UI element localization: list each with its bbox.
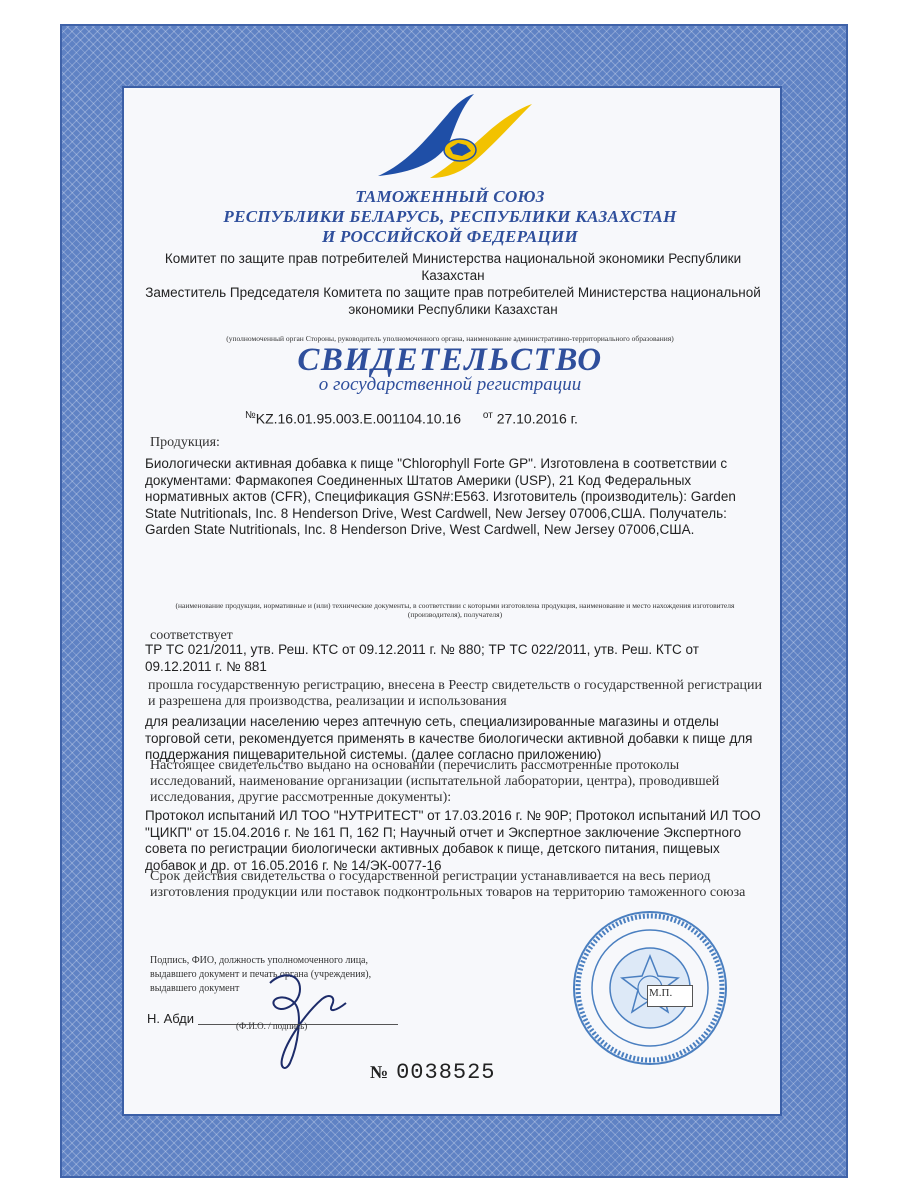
union-title-line-2: РЕСПУБЛИКИ БЕЛАРУСЬ, РЕСПУБЛИКИ КАЗАХСТАН [223,207,677,226]
product-label: Продукция: [150,435,220,450]
signature-caption-3: выдавшего документ [150,983,240,994]
signature-caption-1: Подпись, ФИО, должность уполномоченного лица, [150,955,368,966]
product-description: Биологически активная добавка к пище "Chlorophyll Forte GP". Изготовлена в соответствии с документами: Фармакопея Соединенных Штатов Америки (USP), 21 Код Федеральных нормативных актов (CFR), Спецификация GSN#:E563. Изготовитель (производитель): Garden State Nutritionals, Inc. 8 Henderson Drive, West Cardwell, New Jersey 07006,США. Получатель: Garden State Nutritionals, Inc. 8 Henderson Drive, West Cardwell, New Jersey 07006,США. [145,456,736,537]
date-prefix: от [482,410,493,421]
basis-text: Протокол испытаний ИЛ ТОО "НУТРИТЕСТ" от 17.03.2016 г. № 90Р; Протокол испытаний ИЛ ТОО "ЦИКП" от 15.04.2016 г. № 161 П, 162 П; Научный отчет и Экспертное заключение Экспертного совета по регистрации биологически активных добавок к пище, детского питания, пищевых добавок и др. от 16.05.2016 г. № 14/ЭК-0077-16 [145,808,761,873]
mp-label: М.П. [649,987,673,999]
authority-deputy: Заместитель Председателя Комитета по защите прав потребителей Министерства национальной экономики Республики Казахстан [145,285,761,317]
customs-union-emblem-icon [370,92,535,184]
serial-value: 0038525 [396,1060,496,1085]
conformity-label: соответствует [150,628,233,643]
registration-date: 27.10.2016 г. [496,410,578,427]
usage-text: для реализации населению через аптечную сеть, специализированные магазины и отделы торговой сети, рекомендуется применять в качестве биологически активной добавки к пище для поддержания пищеварительной системы. (далее согласно приложению) [145,714,753,762]
basis-label: Настоящее свидетельство выдано на основании (перечислить рассмотренные протоколы исследований, наименование организации (испытательной лаборатории, центра), проводившей исследования, другие рассмотренные документы): [150,758,720,805]
conformity-text: ТР ТС 021/2011, утв. Реш. КТС от 09.12.2011 г. № 880; ТР ТС 022/2011, утв. Реш. КТС от 09.12.2011 г. № 881 [145,642,699,674]
authority-caption: (уполномоченный орган Стороны, руководитель уполномоченного органа, наименование административно-территориального образования) [226,334,674,343]
signature-caption-2: выдавшего документ и печать органа (учреждения), [150,969,372,980]
number-prefix: № [245,410,256,421]
registration-line [245,410,665,427]
serial-number [370,1060,496,1085]
signer-name: Н. Абди [147,1011,194,1026]
validity-text: Срок действия свидетельства о государственной регистрации устанавливается на весь период изготовления продукции или поставок подконтрольных товаров на территорию таможенного союза [150,869,746,900]
certificate-subtitle: о государственной регистрации [318,374,582,395]
product-caption: (наименование продукции, нормативные и (или) технические документы, в соответствии с которыми изготовлена продукция, наименование и место нахождения изготовителя (производителя), получателя) [175,601,735,619]
authority-committee: Комитет по защите прав потребителей Министерства национальной экономики Республики Казахстан [164,251,742,283]
union-title-line-1: ТАМОЖЕННЫЙ СОЮЗ [355,187,545,206]
union-title-line-3: И РОССИЙСКОЙ ФЕДЕРАЦИИ [321,227,579,246]
certificate-title: СВИДЕТЕЛЬСТВО [297,342,603,378]
registration-statement: прошла государственную регистрацию, внесена в Реестр свидетельств о государственной регистрации и разрешена для производства, реализации и использования [148,678,763,709]
signer-caption: (Ф.И.О. / подпись) [236,1021,308,1031]
serial-prefix: № [370,1062,389,1082]
registration-number: KZ.16.01.95.003.E.001104.10.16 [255,410,461,427]
